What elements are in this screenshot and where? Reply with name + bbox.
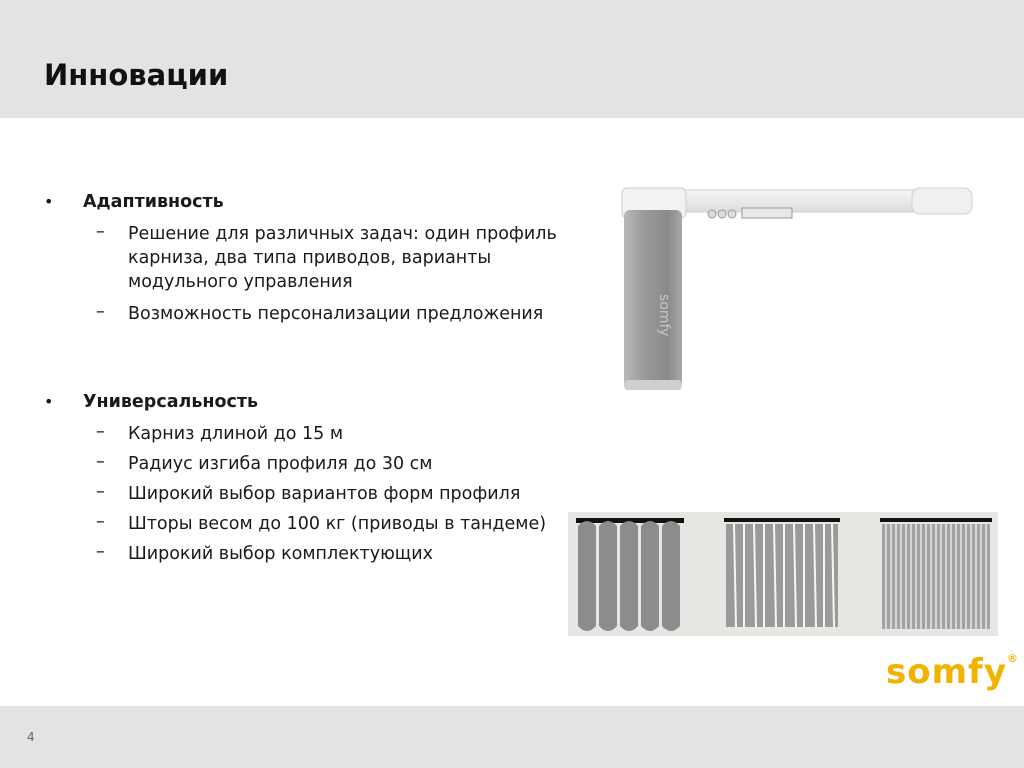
somfy-logo: somfy® <box>886 652 1019 692</box>
curtain-styles-image <box>568 512 998 636</box>
curtain-motor-image <box>618 184 978 396</box>
slide-header <box>0 0 1024 118</box>
bullet-marker: • <box>44 392 54 411</box>
bullet-heading: Универсальность <box>83 392 259 412</box>
logo-text: somfy <box>886 652 1007 692</box>
sub-item-text: Широкий выбор комплектующих <box>128 544 434 564</box>
bullet-heading: Адаптивность <box>83 192 224 212</box>
dash-marker: – <box>96 542 105 562</box>
slide-title: Инновации <box>44 58 229 92</box>
page-number: 4 <box>27 730 35 744</box>
sub-item-text: Решение для различных задач: один профиль карниза, два типа приводов, варианты модульного управления <box>128 224 557 292</box>
dash-marker: – <box>96 422 105 442</box>
sub-item-text: Возможность персонализации предложения <box>128 304 544 324</box>
svg-text:somfy: somfy <box>656 294 672 337</box>
dash-marker: – <box>96 452 105 472</box>
sub-item-text: Карниз длиной до 15 м <box>128 424 344 444</box>
bullet-marker: • <box>44 192 54 211</box>
sub-item-text: Радиус изгиба профиля до 30 см <box>128 454 433 474</box>
dash-marker: – <box>96 512 105 532</box>
dash-marker: – <box>96 302 105 322</box>
dash-marker: – <box>96 482 105 502</box>
dash-marker: – <box>96 222 105 242</box>
sub-item-text: Широкий выбор вариантов форм профиля <box>128 484 521 504</box>
slide-footer <box>0 706 1024 768</box>
sub-item-text: Шторы весом до 100 кг (приводы в тандеме) <box>128 514 547 534</box>
